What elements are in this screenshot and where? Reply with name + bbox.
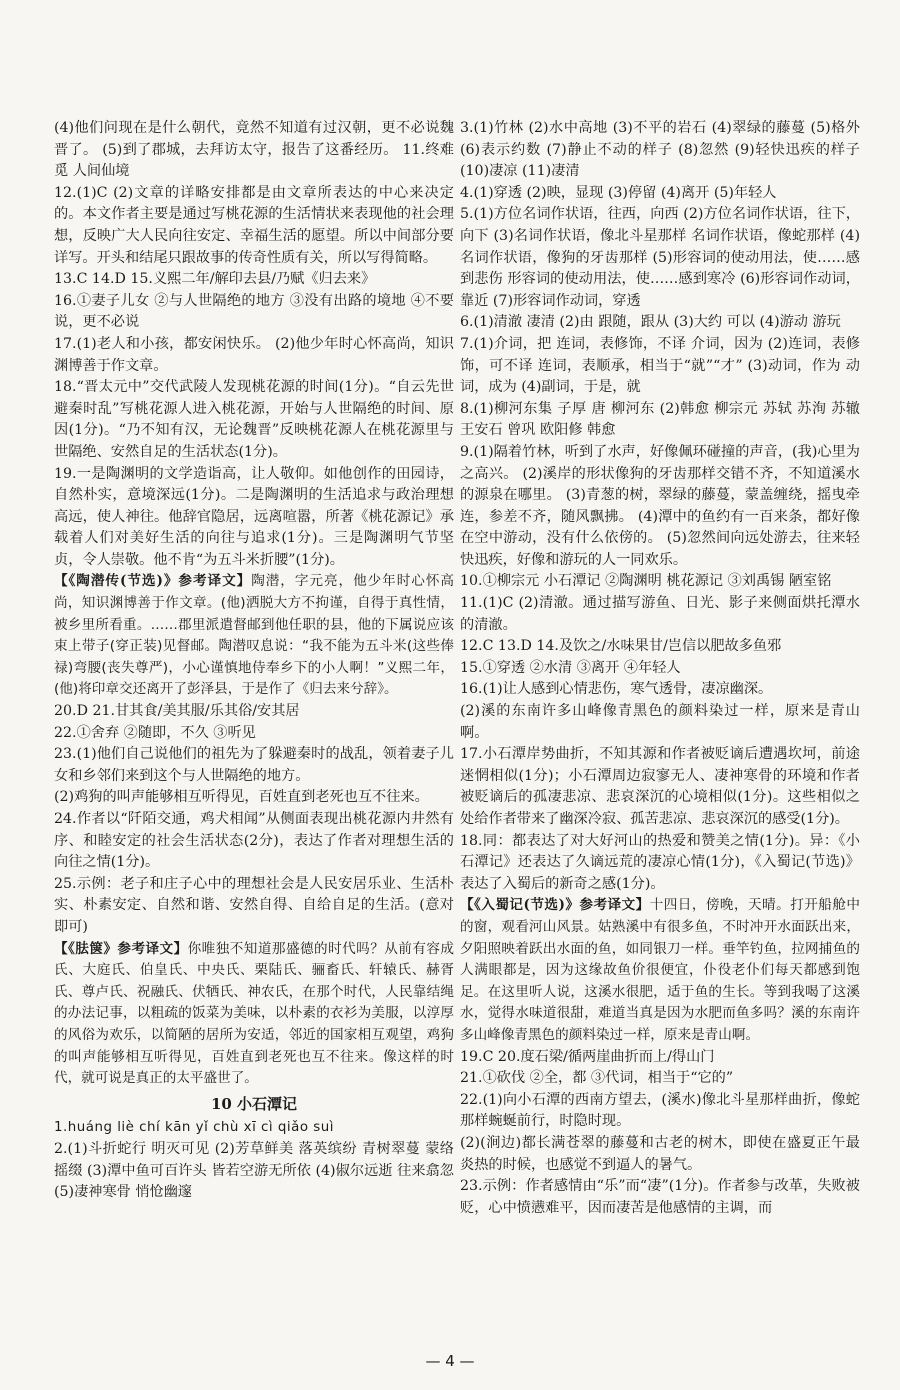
pinyin-answer: 1.huáng liè chí kān yǐ chù xī cì qiǎo suì [54, 1120, 334, 1136]
answer-item: 12.(1)C (2)文章的详略安排都是由文章所表达的中心来决定的。本文作者主要是通过写桃花源的生活情状来表现他的社会理想，反映广大人民向往安定、幸福生活的愿望。所以中间部分要详写。开头和结尾只跟故事的传奇性质有关，所以写得简略。 [54, 184, 454, 266]
answer-item: 25.示例：老子和庄子心中的理想社会是人民安居乐业、生活朴实、朴素安定、自然和谐、安然自得、自给自足的生活。(意对即可) [54, 875, 454, 935]
translation-note [54, 571, 454, 701]
answer-item: 9.(1)隔着竹林，听到了水声，好像佩环碰撞的声音，(我)心里为之高兴。 (2)溪岸的形状像狗的牙齿那样交错不齐，不知道溪水的源泉在哪里。 (3)青葱的树，翠绿的藤蔓，蒙盖缠绕，摇曳牵连，参差不齐，随风飘拂。 (4)潭中的鱼约有一百来条，都好像在空中游动，没有什么依傍的。 (5)忽然间向远处游去，往来轻快迅疾，好像和游玩的人一同欢乐。 [460, 443, 860, 568]
answer-item: 3.(1)竹林 (2)水中高地 (3)不平的岩石 (4)翠绿的藤蔓 (5)格外 (6)表示约数 (7)静止不动的样子 (8)忽然 (9)轻快迅疾的样子 (10)凄凉 (11)凄清 [460, 120, 860, 180]
answer-item: (2)(涧边)都长满苍翠的藤蔓和古老的树木，即使在盛夏正午最炎热的时候，也感觉不到逼人的暑气。 [460, 1134, 860, 1173]
answer-item: (2)溪的东南许多山峰像青黑色的颜料染过一样，原来是青山啊。 [460, 703, 860, 741]
translation-note-title: 【《陶潜传(节选)》参考译文】 [54, 573, 252, 590]
answer-item: 23.(1)他们自己说他们的祖先为了躲避秦时的战乱，领着妻子儿女和乡邻们来到这个与人世隔绝的地方。 [54, 746, 454, 784]
answer-item: 18.同：都表达了对大好河山的热爱和赞美之情(1分)。异：《小石潭记》还表达了久谪远荒的凄凉心情(1分)，《入蜀记(节选)》表达了入蜀后的新奇之感(1分)。 [460, 832, 860, 892]
answer-item: (2)鸡狗的叫声能够相互听得见，百姓直到老死也互不往来。 [54, 789, 429, 806]
answer-item: 7.(1)介词，把 连词，表修饰，不译 介词，因为 (2)连词，表修饰，可不译 连词，表顺承，相当于“就”“才” (3)动词，作为 动词，成为 (4)副词，于是，就 [460, 335, 860, 396]
translation-note-title: 【《胠箧》参考译文】 [54, 940, 188, 957]
answer-item: 23.示例：作者感情由“乐”而“凄”(1分)。作者参与改革，失败被贬，心中愤懑难平，因而凄苦是他感情的主调，而 [460, 1178, 860, 1216]
answer-item: 16.(1)让人感到心情悲伤，寒气透骨，凄凉幽深。 [460, 681, 773, 698]
answer-item: 22.(1)向小石潭的西南方望去，(溪水)像北斗星那样曲折，像蛇那样蜿蜒前行，时隐时现。 [460, 1091, 860, 1130]
answer-item: 19.一是陶渊明的文学造诣高，让人敬仰。如他创作的田园诗，自然朴实，意境深远(1分)。二是陶渊明的生活追求与政治理想高远，使人神往。他辞官隐居，远离喧嚣，所著《桃花源记》承载着人们对美好生活的向往与追求(1分)。三是陶渊明气节坚贞，令人崇敬。他不肯“为五斗米折腰”(1分)。 [54, 465, 454, 568]
left-column [54, 118, 454, 1204]
answer-item: 10.①柳宗元 小石潭记 ②陶渊明 桃花源记 ③刘禹锡 陋室铭 [460, 573, 832, 590]
translation-note [54, 939, 454, 1090]
translation-note-body: 陶潜，字元亮，他少年时心怀高尚，知识渊博善于作文章。(他)洒脱大方不拘谨，自得于真性情，被乡里所看重。……郡里派遣督邮到他任职的县，他的下属说应该束上带子(穿正装)见督邮。陶潜叹息说：“我不能为五斗米(这些俸禄)弯腰(丧失尊严)，小心谨慎地侍奉乡下的小人啊！”义熙二年，(他)将印章交还离开了彭泽县，于是作了《归去来兮辞》。 [54, 573, 454, 698]
answer-item: 12.C 13.D 14.及饮之/水味果甘/岂信以肥故多鱼邪 [460, 638, 782, 655]
answer-item: 22.①舍弃 ②随即，不久 ③听见 [54, 724, 256, 741]
translation-note-body: 十四日，傍晚，天晴。打开船舱中的窗，观看河山风景。姑熟溪中有很多鱼，不时冲开水面跃出来，夕阳照映着跃出水面的鱼，如同银刀一样。垂竿钓鱼，拉网捕鱼的人满眼都是，因为这缘故鱼价很便宜，仆役老仆们每天都感到饱足。在这里听人说，这溪水很肥，适于鱼的生长。等到我喝了这溪水，觉得水味道很甜，难道当真是因为水肥而鱼多吗？溪的东南许多山峰像青黑色的颜料染过一样，原来是青山啊。 [460, 897, 860, 1043]
answer-item: 19.C 20.度石梁/循两崖曲折而上/得山门 [460, 1048, 715, 1065]
translation-note [460, 895, 860, 1046]
answer-item: 6.(1)清澈 凄清 (2)由 跟随，跟从 (3)大约 可以 (4)游动 游玩 [460, 314, 841, 331]
translation-note-body: 你唯独不知道那盛德的时代吗？从前有容成氏、大庭氏、伯皇氏、中央氏、栗陆氏、骊畜氏、轩辕氏、赫胥氏、尊卢氏、祝融氏、伏牺氏、神农氏，在那个时代，人民靠结绳的办法记事，以粗疏的饭菜为美味，以朴素的衣衫为美服，以淳厚的风俗为欢乐，以简陋的居所为安适，邻近的国家相互观望，鸡狗的叫声能够相互听得见，百姓直到老死也互不往来。像这样的时代，就可说是真正的太平盛世了。 [54, 940, 455, 1087]
answer-item: 17.小石潭岸势曲折，不知其源和作者被贬谪后遭遇坎坷，前途迷惘相似(1分)；小石潭周边寂寥无人、凄神寒骨的环境和作者被贬谪后的孤凄悲凉、悲哀深沉的心境相似(1分)。这些相似之处给作者带来了幽深冷寂、孤苦悲凉、悲哀深沉的感受(1分)。 [460, 746, 860, 827]
answer-item: 20.D 21.甘其食/美其服/乐其俗/安其居 [54, 703, 300, 720]
answer-item: 24.作者以“阡陌交通，鸡犬相闻”从侧面表现出桃花源内井然有序、和睦安定的社会生活状态(2分)，表达了作者对理想生活的向往之情(1分)。 [54, 811, 454, 871]
answer-item: 15.①穿透 ②水清 ③离开 ④年轻人 [460, 659, 681, 676]
answer-item: 5.(1)方位名词作状语，往西，向西 (2)方位名词作状语，往下，向下 (3)名词作状语，像北斗星那样 名词作状语，像蛇那样 (4)名词作状语，像狗的牙齿那样 (5)形容词的使动用法，使……感到悲伤 形容词的使动用法，使……感到寒冷 (6)形容词作动词，靠近 (7)形容词作动词，穿透 [460, 206, 860, 309]
answer-item: 11.(1)C (2)清澈。通过描写游鱼、日光、影子来侧面烘托潭水的清澈。 [460, 595, 860, 633]
answer-item: 16.①妻子儿女 ②与人世隔绝的地方 ③没有出路的境地 ④不要说，更不必说 [54, 292, 454, 331]
right-column [460, 118, 860, 1219]
answer-item: 4.(1)穿透 (2)映，显现 (3)停留 (4)离开 (5)年轻人 [460, 184, 777, 201]
answer-item: (4)他们问现在是什么朝代，竟然不知道有过汉朝，更不必说魏晋了。 (5)到了郡城，去拜访太守，报告了这番经历。 11.终难觅 人间仙境 [54, 120, 454, 180]
answer-item: 18.“晋太元中”交代武陵人发现桃花源的时间(1分)。“自云先世避秦时乱”写桃花源人进入桃花源，开始与人世隔绝的时间、原因(1分)。“乃不知有汉，无论魏晋”反映桃花源人在桃花源里与世隔绝、安然自足的生活状态(1分)。 [54, 379, 454, 460]
answer-item: 17.(1)老人和小孩，都安闲快乐。 (2)他少年时心怀高尚，知识渊博善于作文章。 [54, 335, 454, 374]
answer-item: 2.(1)斗折蛇行 明灭可见 (2)芳草鲜美 落英缤纷 青树翠蔓 蒙络摇缀 (3)潭中鱼可百许头 皆若空游无所依 (4)俶尔远逝 往来翕忽 (5)凄神寒骨 悄怆幽邃 [54, 1140, 454, 1201]
page-number: — 4 — [425, 1352, 475, 1370]
section-title: 10 小石潭记 [210, 1094, 298, 1113]
translation-note-title: 【《入蜀记(节选)》参考译文】 [460, 897, 650, 914]
answer-item: 13.C 14.D 15.义熙二年/解印去县/乃赋《归去来》 [54, 271, 376, 288]
answer-item: 21.①砍伐 ②全，都 ③代词，相当于“它的” [460, 1070, 734, 1087]
answer-item: 8.(1)柳河东集 子厚 唐 柳河东 (2)韩愈 柳宗元 苏轼 苏洵 苏辙 王安石 曾巩 欧阳修 韩愈 [460, 400, 860, 439]
